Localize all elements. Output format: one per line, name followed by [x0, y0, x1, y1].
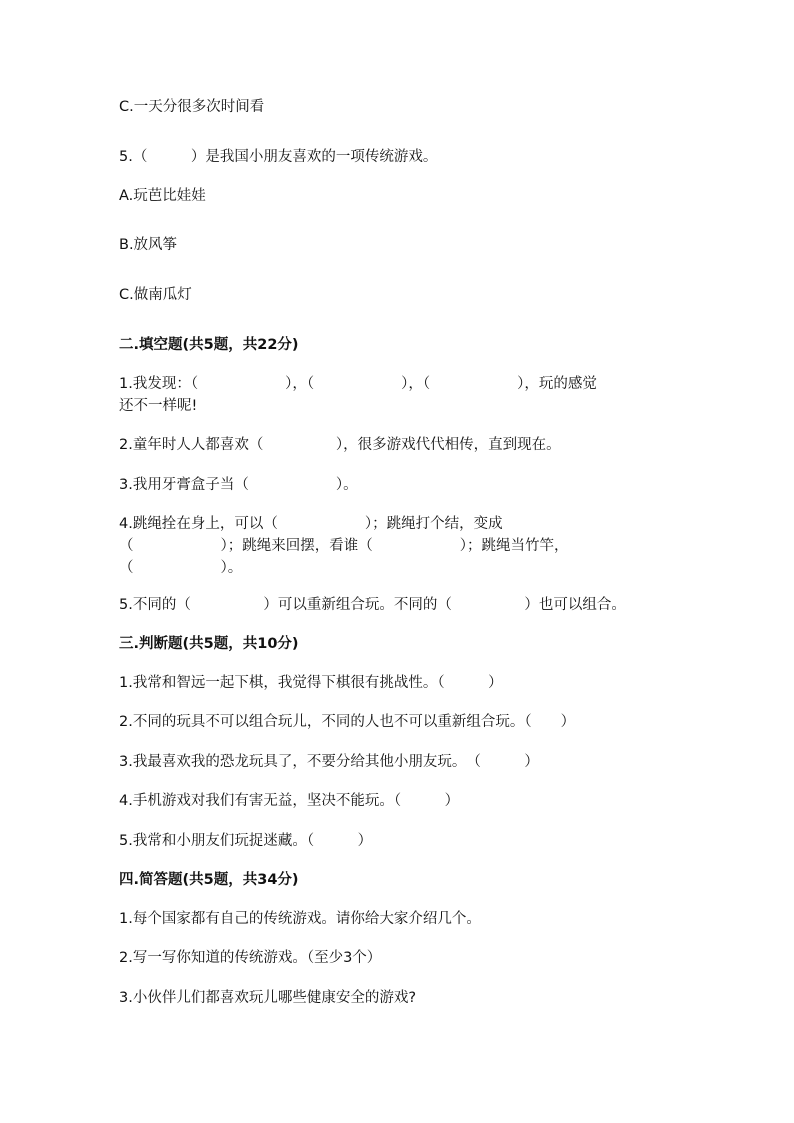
- judge-q1: 1.我常和智远一起下棋，我觉得下棋很有挑战性。（ ）: [119, 675, 503, 691]
- judge-q5: 5.我常和小朋友们玩捉迷藏。（ ）: [119, 833, 373, 849]
- q5-option-a: A.玩芭比娃娃: [119, 188, 206, 204]
- section-heading-short-answer: 四.简答题(共5题，共34分): [119, 872, 299, 888]
- section-heading-true-false: 三.判断题(共5题，共10分): [119, 636, 299, 652]
- short-q1: 1.每个国家都有自己的传统游戏。请你给大家介绍几个。: [119, 911, 481, 927]
- section-heading-fill-blank: 二.填空题(共5题，共22分): [119, 337, 299, 353]
- fill-q3: 3.我用牙膏盒子当（ ）。: [119, 477, 358, 493]
- fill-q1-line1: 1.我发现：（ ），（ ），（ ），玩的感觉: [119, 376, 597, 392]
- judge-q2: 2.不同的玩具不可以组合玩儿，不同的人也不可以重新组合玩。（ ）: [119, 714, 576, 730]
- fill-q1-line2: 还不一样呢!: [119, 398, 198, 414]
- fill-q4-line1: 4.跳绳拴在身上，可以（ ）；跳绳打个结，变成: [119, 516, 503, 532]
- q5-option-c: C.做南瓜灯: [119, 287, 192, 303]
- fill-q4-line3: （ ）。: [119, 560, 243, 576]
- q5-option-b: B.放风筝: [119, 237, 178, 253]
- short-q3: 3.小伙伴儿们都喜欢玩儿哪些健康安全的游戏?: [119, 990, 417, 1006]
- short-q2: 2.写一写你知道的传统游戏。（至少3个）: [119, 950, 382, 966]
- q5-question: 5.（ ）是我国小朋友喜欢的一项传统游戏。: [119, 149, 438, 165]
- judge-q3: 3.我最喜欢我的恐龙玩具了，不要分给其他小朋友玩。 （ ）: [119, 754, 539, 770]
- q4-option-c: C.一天分很多次时间看: [119, 99, 265, 115]
- fill-q5: 5.不同的（ ）可以重新组合玩。不同的（ ）也可以组合。: [119, 597, 626, 613]
- fill-q2: 2.童年时人人都喜欢（ ），很多游戏代代相传，直到现在。: [119, 437, 561, 453]
- fill-q4-line2: （ ）；跳绳来回摆，看谁（ ）；跳绳当竹竿，: [119, 538, 569, 554]
- judge-q4: 4.手机游戏对我们有害无益，坚决不能玩。（ ）: [119, 793, 460, 809]
